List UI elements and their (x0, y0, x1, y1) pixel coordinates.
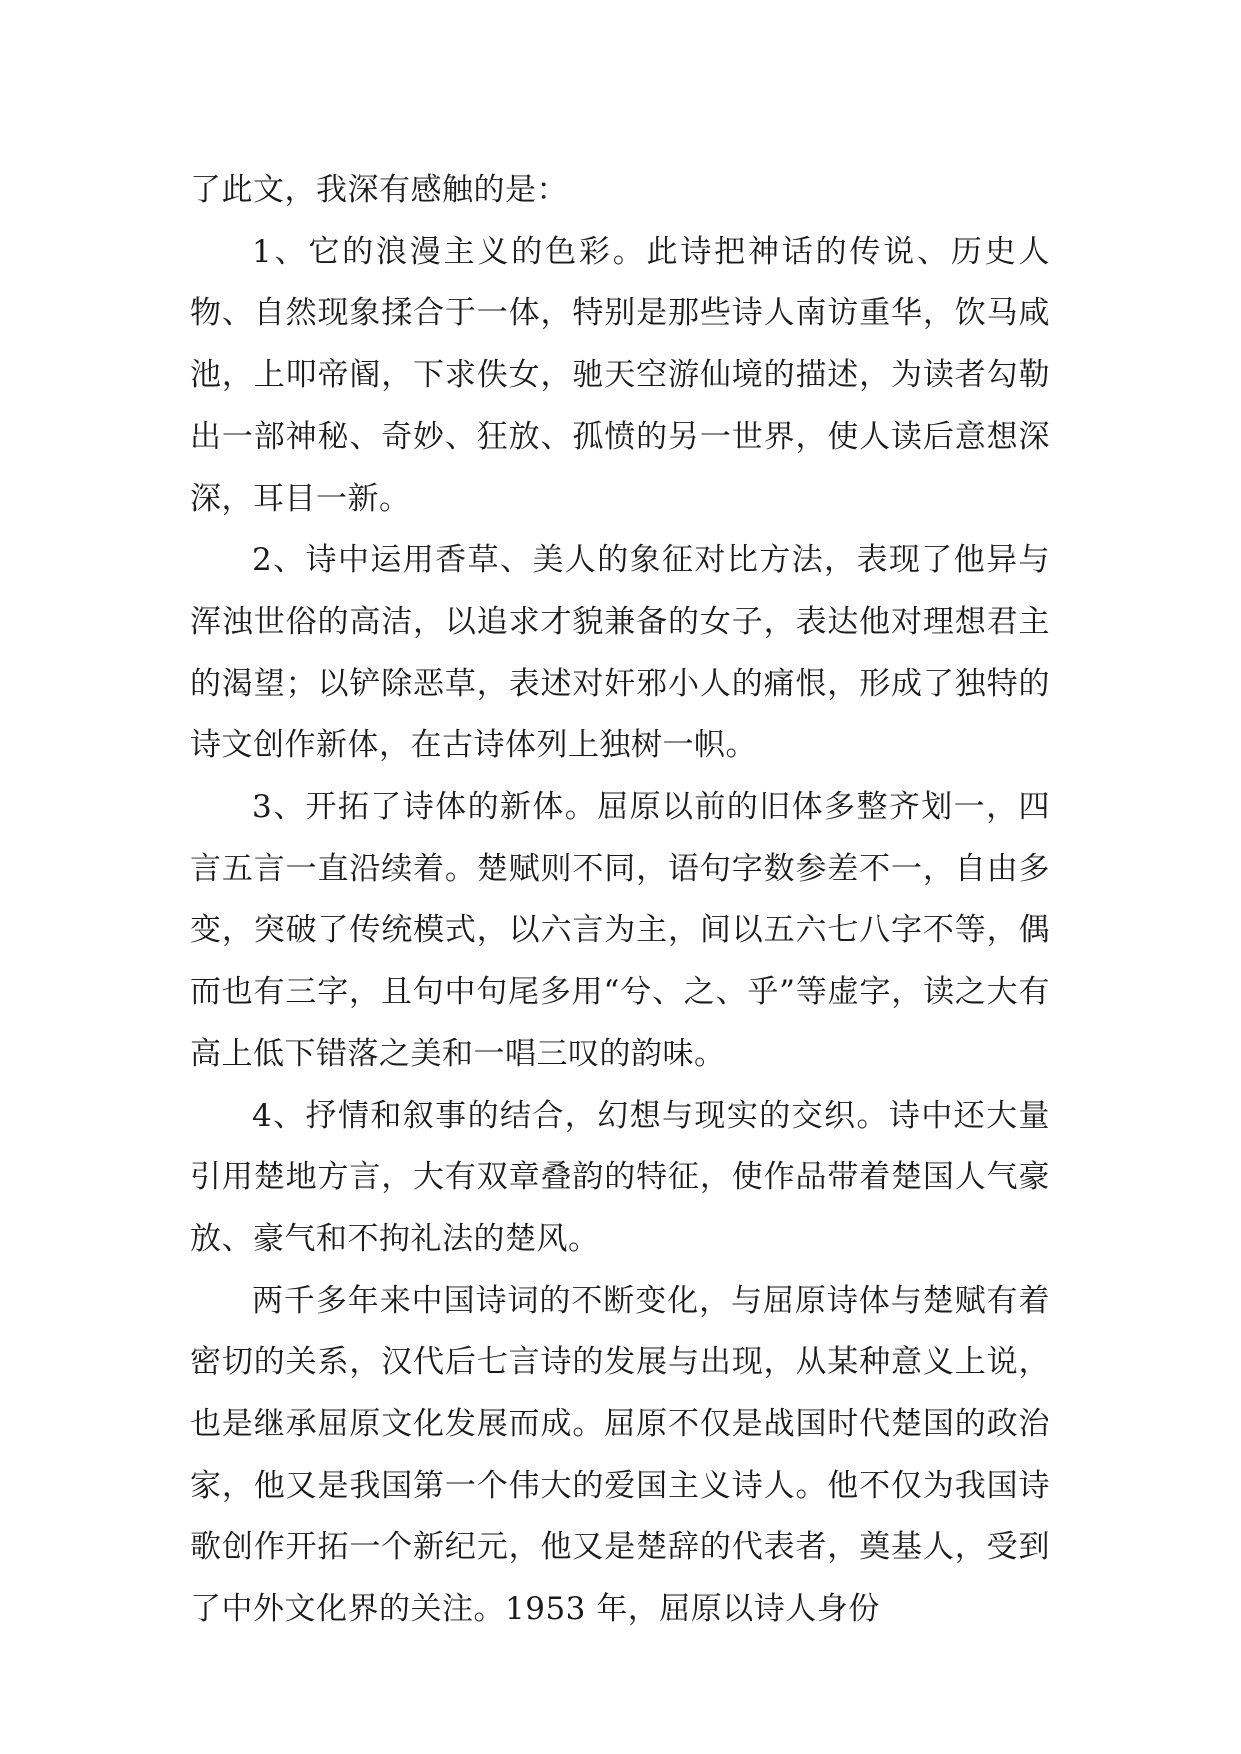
paragraph-point-1: 1、它的浪漫主义的色彩。此诗把神话的传说、历史人物、自然现象揉合于一体，特别是那些诗人南访重华，饮马咸池，上叩帝阍，下求佚女，驰天空游仙境的描述，为读者勾勒出一部神秘、奇妙、狂放、孤愤的另一世界，使人读后意想深深，耳目一新。 (190, 233, 1050, 517)
paragraph-point-3: 3、开拓了诗体的新体。屈原以前的旧体多整齐划一，四言五言一直沿续着。楚赋则不同，语句字数参差不一，自由多变，突破了传统模式，以六言为主，间以五六七八字不等，偶而也有三字，且句中句尾多用“兮、之、乎”等虚字，读之大有高上低下错落之美和一唱三叹的韵味。 (190, 789, 1050, 1072)
paragraph-continuation: 了此文，我深有感触的是： (190, 172, 568, 208)
document-body (190, 160, 1050, 1641)
paragraph-point-2: 2、诗中运用香草、美人的象征对比方法，表现了他异与浑浊世俗的高洁，以追求才貌兼备的女子，表达他对理想君主的渴望；以铲除恶草，表述对奸邪小人的痛恨，形成了独特的诗文创作新体，在古诗体列上独树一帜。 (190, 542, 1050, 764)
paragraph-point-4: 4、抒情和叙事的结合，幻想与现实的交织。诗中还大量引用楚地方言，大有双章叠韵的特征，使作品带着楚国人气豪放、豪气和不拘礼法的楚风。 (190, 1097, 1050, 1257)
paragraph-closing: 两千多年来中国诗词的不断变化，与屈原诗体与楚赋有着密切的关系，汉代后七言诗的发展与出现，从某种意义上说，也是继承屈原文化发展而成。屈原不仅是战国时代楚国的政治家，他又是我国第一个伟大的爱国主义诗人。他不仅为我国诗歌创作开拓一个新纪元，他又是楚辞的代表者，奠基人，受到了中外文化界的关注。1953 年，屈原以诗人身份 (190, 1282, 1050, 1628)
